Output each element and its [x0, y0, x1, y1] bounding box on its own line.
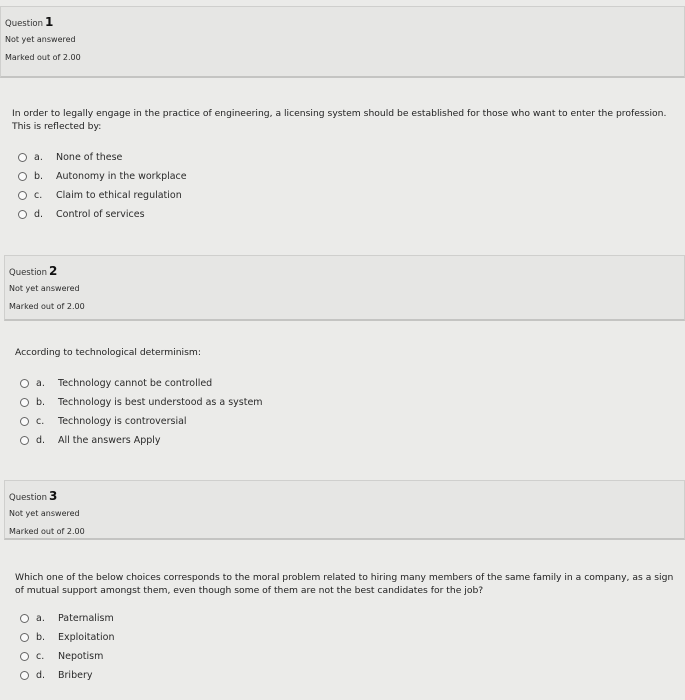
question-info [4, 255, 685, 321]
option-letter: c. [36, 651, 45, 662]
question-grade: Marked out of 2.00 [9, 302, 85, 311]
option-letter: a. [34, 152, 43, 163]
radio-button[interactable] [20, 652, 29, 661]
option-text: Claim to ethical regulation [56, 190, 182, 201]
radio-button[interactable] [20, 379, 29, 388]
option-text: Autonomy in the workplace [56, 171, 187, 182]
answer-option[interactable] [20, 374, 263, 393]
option-text: Technology is controversial [58, 416, 187, 427]
radio-button[interactable] [18, 191, 27, 200]
question-number-value: 2 [49, 264, 58, 278]
answer-options [20, 374, 263, 450]
question-label: Question [9, 268, 48, 278]
option-text: Nepotism [58, 651, 104, 662]
answer-option[interactable] [20, 431, 263, 450]
option-text: Exploitation [58, 632, 115, 643]
answer-option[interactable] [18, 205, 187, 224]
answer-option[interactable] [20, 628, 115, 647]
question-number [5, 15, 680, 31]
question-number-value: 1 [45, 15, 54, 29]
radio-button[interactable] [20, 671, 29, 680]
option-text: Paternalism [58, 613, 114, 624]
question-number [9, 264, 680, 280]
option-letter: b. [36, 632, 46, 643]
radio-button[interactable] [20, 417, 29, 426]
question-state: Not yet answered [9, 509, 80, 518]
answer-option[interactable] [20, 412, 263, 431]
question-state: Not yet answered [9, 284, 80, 293]
option-letter: b. [34, 171, 44, 182]
question-label: Question [5, 19, 44, 29]
question-state: Not yet answered [5, 35, 76, 44]
option-letter: c. [36, 416, 45, 427]
answer-option[interactable] [18, 148, 187, 167]
radio-button[interactable] [18, 172, 27, 181]
radio-button[interactable] [20, 398, 29, 407]
answer-option[interactable] [18, 167, 187, 186]
radio-button[interactable] [18, 210, 27, 219]
question-text: In order to legally engage in the practice of engineering, a licensing system should be established for those who want to enter the profession. This is reflected by: [12, 108, 667, 132]
question-number-value: 3 [49, 489, 58, 503]
answer-options [18, 148, 187, 224]
option-letter: c. [34, 190, 43, 201]
answer-option[interactable] [20, 666, 115, 685]
answer-option[interactable] [20, 609, 115, 628]
question-info [4, 480, 685, 540]
answer-option[interactable] [18, 186, 187, 205]
answer-option[interactable] [20, 647, 115, 666]
option-text: All the answers Apply [58, 435, 161, 446]
radio-button[interactable] [20, 633, 29, 642]
option-letter: d. [34, 209, 44, 220]
option-letter: a. [36, 378, 45, 389]
option-text: Bribery [58, 670, 93, 681]
option-letter: d. [36, 670, 46, 681]
question-grade: Marked out of 2.00 [5, 53, 81, 62]
answer-options [20, 609, 115, 685]
question-number [9, 489, 680, 505]
answer-option[interactable] [20, 393, 263, 412]
option-text: Technology cannot be controlled [58, 378, 213, 389]
question-label: Question [9, 493, 48, 503]
option-text: Technology is best understood as a system [58, 397, 263, 408]
question-text: According to technological determinism: [15, 347, 201, 358]
option-letter: d. [36, 435, 46, 446]
option-letter: a. [36, 613, 45, 624]
question-text: Which one of the below choices corresponds to the moral problem related to hiring many members of the same family in a company, as a sign of mutual support amongst them, even though some of them are not the best candidates for the job? [15, 572, 674, 596]
question-info [0, 6, 685, 78]
option-text: Control of services [56, 209, 145, 220]
question-grade: Marked out of 2.00 [9, 527, 85, 536]
radio-button[interactable] [20, 614, 29, 623]
option-text: None of these [56, 152, 123, 163]
radio-button[interactable] [20, 436, 29, 445]
radio-button[interactable] [18, 153, 27, 162]
option-letter: b. [36, 397, 46, 408]
